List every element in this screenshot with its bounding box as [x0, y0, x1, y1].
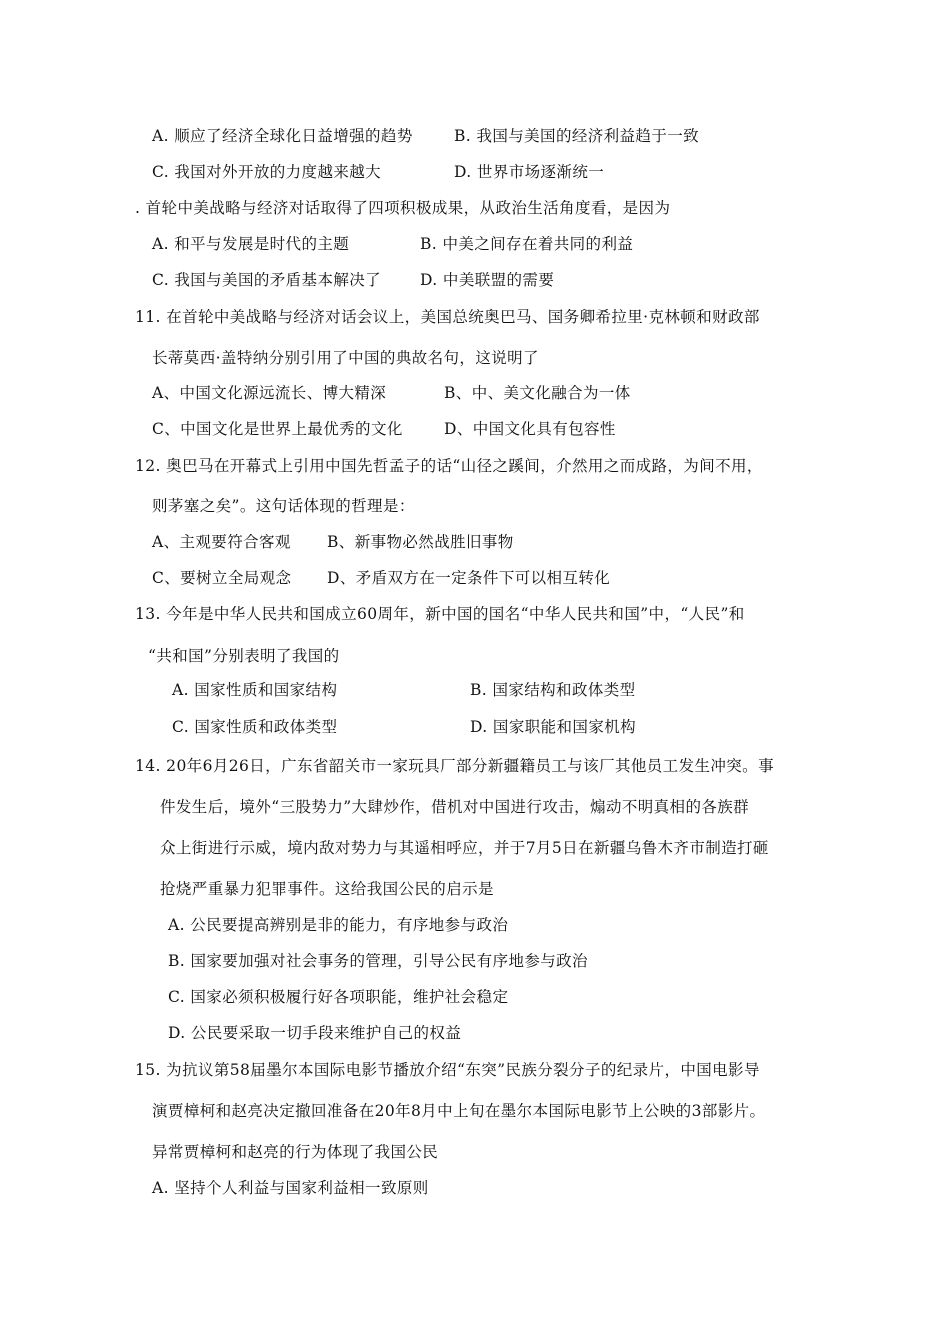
- option-a: A、中国文化源远流长、博大精深: [152, 384, 387, 402]
- option-b: B、中、美文化融合为一体: [444, 384, 631, 402]
- option-d: D、中国文化具有包容性: [444, 420, 616, 438]
- option-row: [172, 680, 636, 700]
- question-10-stem: . 首轮中美战略与经济对话取得了四项积极成果，从政治生活角度看，是因为: [135, 199, 671, 217]
- option-row: [152, 419, 616, 439]
- option-c: C. 国家必须积极履行好各项职能，维护社会稳定: [168, 988, 509, 1006]
- question-15-stem-cont: 演贾樟柯和赵亮决定撤回准备在20年8月中上旬在墨尔本国际电影节上公映的3部影片。: [152, 1102, 766, 1120]
- option-a: A. 顺应了经济全球化日益增强的趋势: [152, 127, 413, 145]
- option-d: D. 公民要采取一切手段来维护自己的权益: [168, 1024, 462, 1042]
- option-c: C、要树立全局观念: [152, 569, 292, 587]
- option-a: A. 和平与发展是时代的主题: [152, 235, 350, 253]
- option-a: A. 国家性质和国家结构: [172, 681, 338, 699]
- option-row: [152, 234, 634, 254]
- option-row: [152, 162, 605, 182]
- option-row: [172, 717, 637, 737]
- option-c: C、中国文化是世界上最优秀的文化: [152, 420, 403, 438]
- option-row: [152, 568, 611, 588]
- question-12-stem: 12. 奥巴马在开幕式上引用中国先哲孟子的话“山径之蹊间，介然用之而成路，为间不用，: [135, 457, 763, 475]
- option-d: D. 中美联盟的需要: [420, 271, 555, 289]
- option-a: A、主观要符合客观: [152, 533, 291, 551]
- option-row: [152, 126, 700, 146]
- option-b: B. 中美之间存在着共同的利益: [420, 235, 634, 253]
- question-14-stem-cont: 众上街进行示威，境内敌对势力与其遥相呼应，并于7月5日在新疆乌鲁木齐市制造打砸: [160, 839, 769, 857]
- option-c: C. 国家性质和政体类型: [172, 718, 338, 736]
- option-row: [152, 532, 514, 552]
- option-row: [152, 270, 555, 290]
- option-b: B、新事物必然战胜旧事物: [327, 533, 514, 551]
- option-row: [152, 383, 631, 403]
- question-11-stem-cont: 长蒂莫西·盖特纳分别引用了中国的典故名句，这说明了: [152, 349, 539, 367]
- question-11-stem: 11. 在首轮中美战略与经济对话会议上，美国总统奥巴马、国务卿希拉里·克林顿和财政部: [135, 308, 760, 326]
- question-15-stem: 15. 为抗议第58届墨尔本国际电影节播放介绍“东突”民族分裂分子的纪录片，中国电影导: [135, 1061, 760, 1079]
- option-c: C. 我国对外开放的力度越来越大: [152, 163, 382, 181]
- question-12-stem-cont: 则茅塞之矣”。这句话体现的哲理是：: [152, 497, 415, 515]
- option-d: D、矛盾双方在一定条件下可以相互转化: [327, 569, 611, 587]
- option-a: A. 公民要提高辨别是非的能力，有序地参与政治: [168, 916, 509, 934]
- question-14-stem-cont: 抢烧严重暴力犯罪事件。这给我国公民的启示是: [160, 880, 494, 898]
- question-14-stem: 14. 20年6月26日，广东省韶关市一家玩具厂部分新疆籍员工与该厂其他员工发生冲突。事: [135, 757, 774, 775]
- option-b: B. 我国与美国的经济利益趋于一致: [454, 127, 700, 145]
- option-b: B. 国家要加强对社会事务的管理，引导公民有序地参与政治: [168, 952, 588, 970]
- question-15-stem-cont: 异常贾樟柯和赵亮的行为体现了我国公民: [152, 1143, 439, 1161]
- option-a: A. 坚持个人利益与国家利益相一致原则: [152, 1179, 429, 1197]
- option-d: D. 世界市场逐渐统一: [454, 163, 605, 181]
- option-c: C. 我国与美国的矛盾基本解决了: [152, 271, 382, 289]
- question-14-stem-cont: 件发生后，境外“三股势力”大肆炒作，借机对中国进行攻击，煽动不明真相的各族群: [160, 798, 750, 816]
- option-b: B. 国家结构和政体类型: [470, 681, 636, 699]
- option-d: D. 国家职能和国家机构: [470, 718, 637, 736]
- question-13-stem-cont: “共和国”分别表明了我国的: [148, 647, 340, 665]
- question-13-stem: 13. 今年是中华人民共和国成立60周年，新中国的国名“中华人民共和国”中，“人民”和: [135, 605, 745, 623]
